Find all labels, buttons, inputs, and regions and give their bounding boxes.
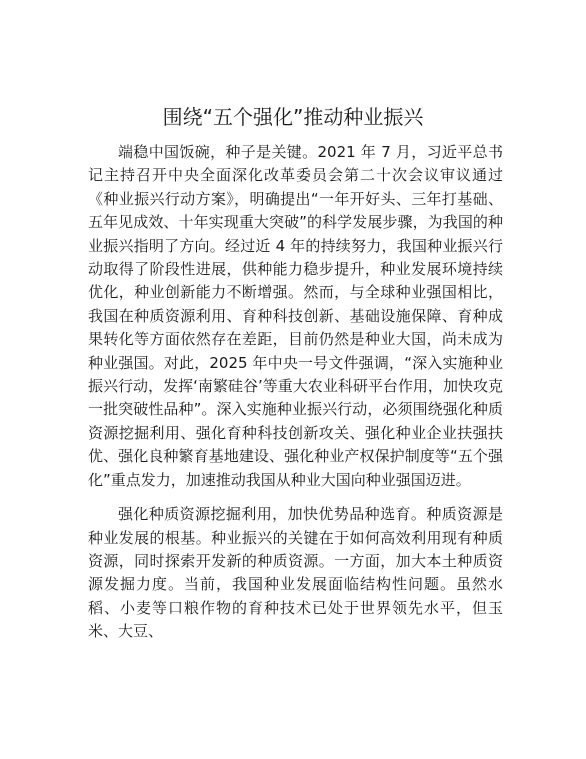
document-title: 围绕“五个强化”推动种业振兴 [162,105,424,129]
paragraph-1: 端稳中国饭碗，种子是关键。2021 年 7 月，习近平总书记主持召开中央全面深化改革委员会第二十次会议审议通过《种业振兴行动方案》，明确提出“一年开好头、三年打基础、五年见成效、十年实现重大突破”的科学发展步骤，为我国的种业振兴指明了方向。经过近 4 年的持续努力，我国种业振兴行动取得了阶段性进展，供种能力稳步提升，种业发展环境持续优化，种业创新能力不断增强。然而，与全球种业强国相比，我国在种质资源利用、育种科技创新、基础设施保障、育种成果转化等方面依然存在差距，目前仍然是种业大国，尚未成为种业强国。对此，2025 年中央一号文件强调，“深入实施种业振兴行动，发挥‘南繁硅谷’等重大农业科研平台作用，加快攻克一批突破性品种”。深入实施种业振兴行动，必须围绕强化种质资源挖掘利用、强化育种科技创新攻关、强化种业企业扶强扶优、强化良种繁育基地建设、强化种业产权保护制度等“五个强化”重点发力，加速推动我国从种业大国向种业强国迈进。 [88,143,503,489]
paragraph-2: 强化种质资源挖掘利用，加快优势品种选育。种质资源是种业发展的根基。种业振兴的关键在于如何高效利用现有种质资源，同时探索开发新的种质资源。一方面，加大本土种质资源发掘力度。当前，我国种业发展面临结构性问题。虽然水稻、小麦等口粮作物的育种技术已处于世界领先水平，但玉米、大豆、 [88,505,503,641]
document-body [88,141,503,644]
